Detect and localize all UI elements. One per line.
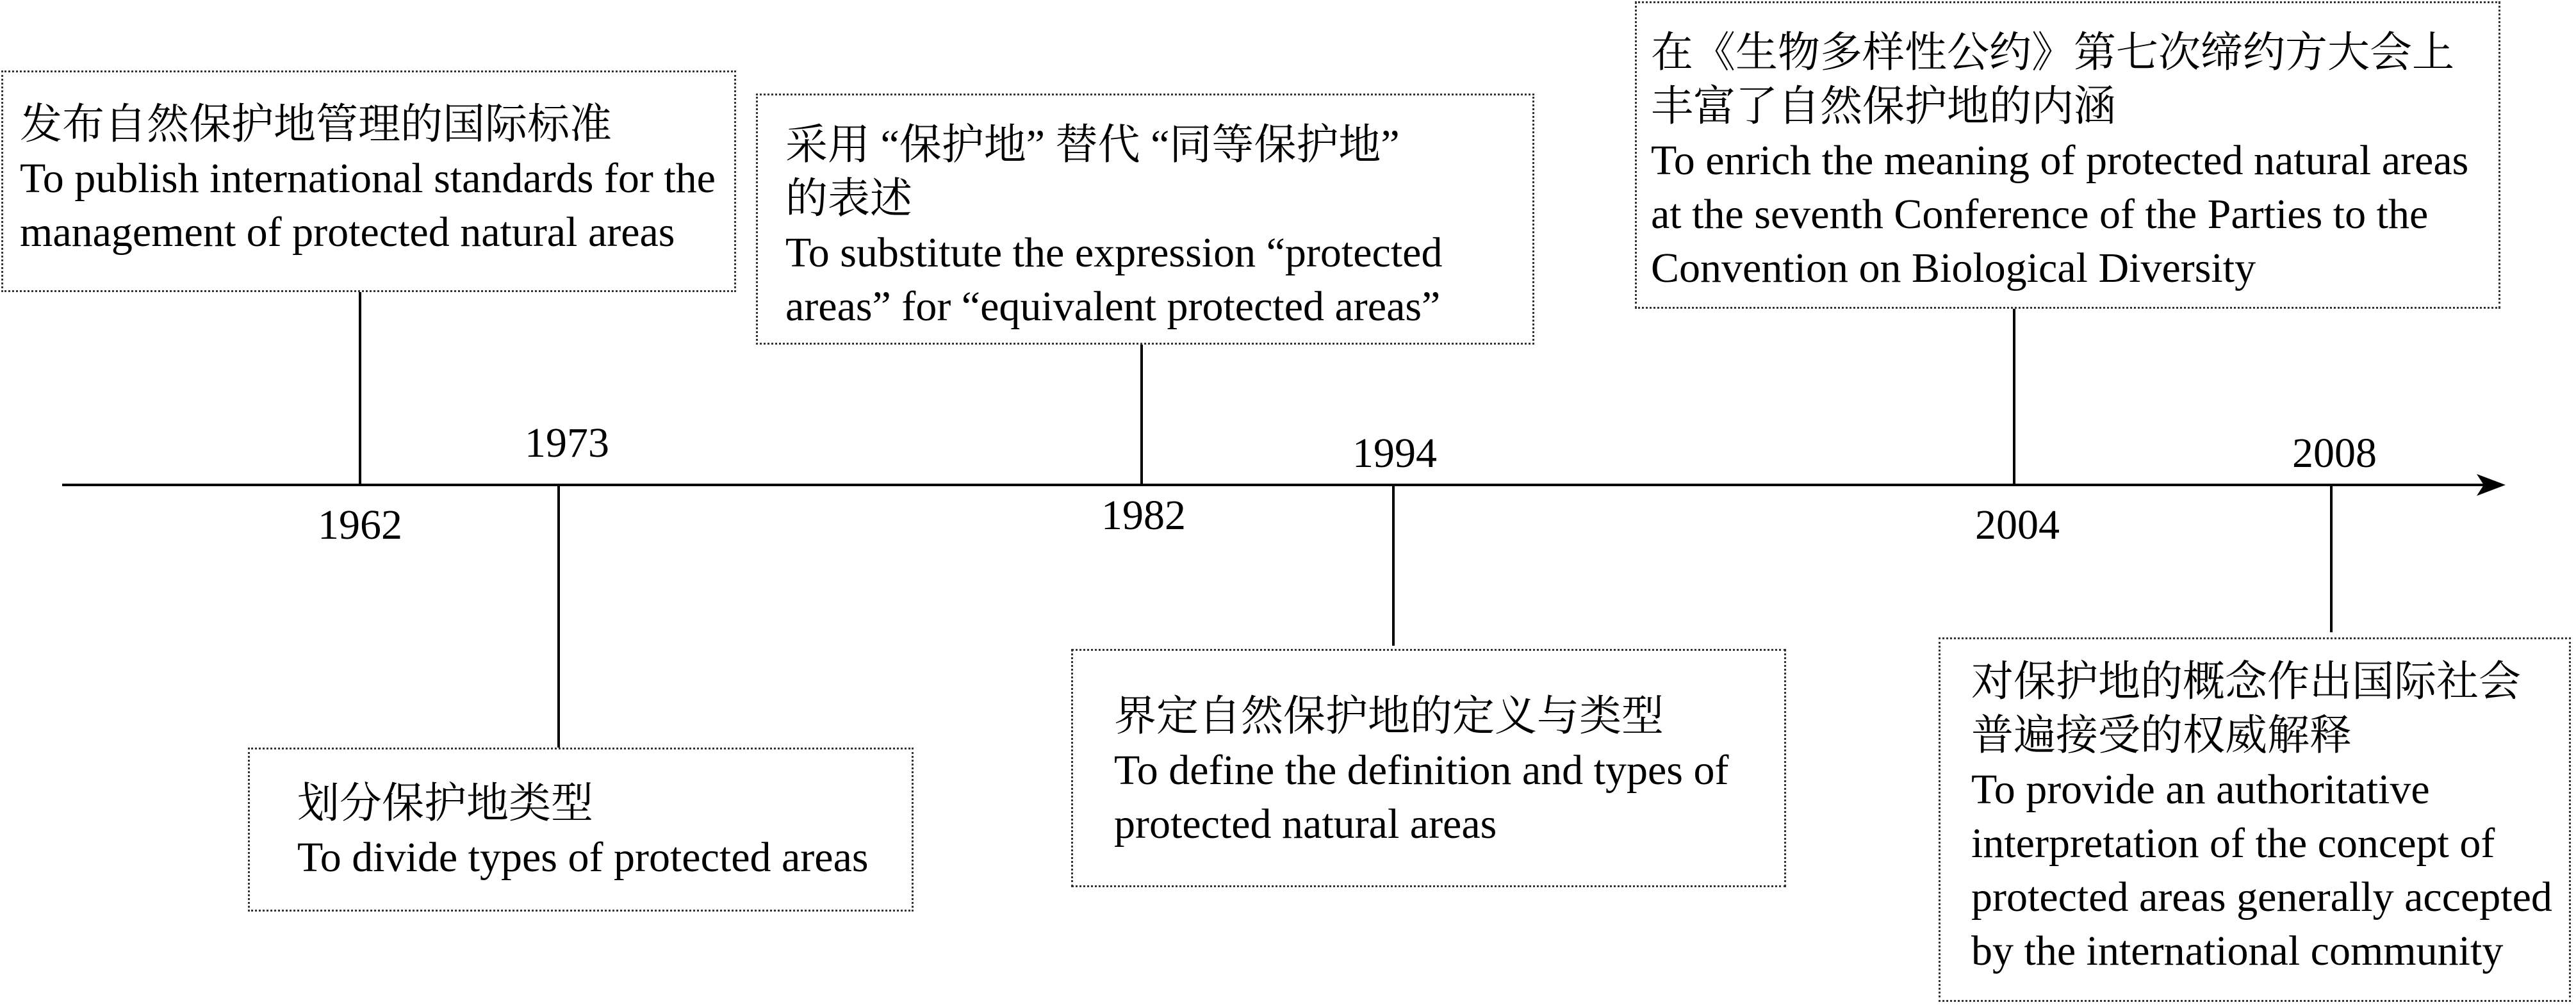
year-label-1973: 1973 [525, 420, 609, 466]
event-box-1994 [1071, 649, 1786, 887]
event-box-1982 [756, 94, 1534, 345]
event-en-text: protected natural areas [1114, 801, 1497, 847]
event-en-text: To provide an authoritative [1971, 766, 2430, 813]
event-box-2008 [1939, 637, 2571, 1002]
year-label-1982: 1982 [1101, 492, 1186, 539]
event-box-2004 [1635, 1, 2500, 309]
event-en-text: by the international community [1971, 928, 2504, 974]
event-zh-text: 在《生物多样性公约》第七次缔约方大会上 [1651, 29, 2454, 76]
event-en-text: To define the definition and types of [1114, 747, 1729, 794]
event-en-text: at the seventh Conference of the Parties to the [1651, 191, 2429, 238]
year-label-1962: 1962 [318, 502, 402, 548]
event-en-text: To substitute the expression “protected [785, 229, 1443, 276]
event-en-text: interpretation of the concept of [1971, 820, 2495, 867]
event-en-text: To divide types of protected areas [297, 834, 869, 881]
event-zh-text: 发布自然保护地管理的国际标准 [20, 101, 612, 148]
event-box-1962 [1, 70, 736, 292]
event-zh-text: 采用 “保护地” 替代 “同等保护地” [785, 122, 1400, 168]
event-box-1973 [248, 748, 914, 912]
event-zh-text: 界定自然保护地的定义与类型 [1114, 693, 1664, 740]
event-en-text: protected areas generally accepted [1971, 874, 2552, 921]
year-label-2004: 2004 [1975, 502, 2060, 548]
event-zh-text: 普遍接受的权威解释 [1971, 712, 2352, 759]
event-en-text: To enrich the meaning of protected natural areas [1651, 137, 2469, 184]
year-label-2008: 2008 [2292, 430, 2377, 477]
event-en-text: areas” for “equivalent protected areas” [785, 283, 1441, 330]
event-zh-text: 对保护地的概念作出国际社会 [1971, 659, 2521, 705]
event-en-text: management of protected natural areas [20, 209, 675, 256]
event-zh-text: 的表述 [785, 176, 912, 222]
event-en-text: Convention on Biological Diversity [1651, 245, 2256, 291]
event-zh-text: 丰富了自然保护地的内涵 [1651, 83, 2116, 130]
event-en-text: To publish international standards for the [20, 155, 716, 202]
event-zh-text: 划分保护地类型 [297, 780, 593, 827]
year-label-1994: 1994 [1352, 430, 1437, 477]
